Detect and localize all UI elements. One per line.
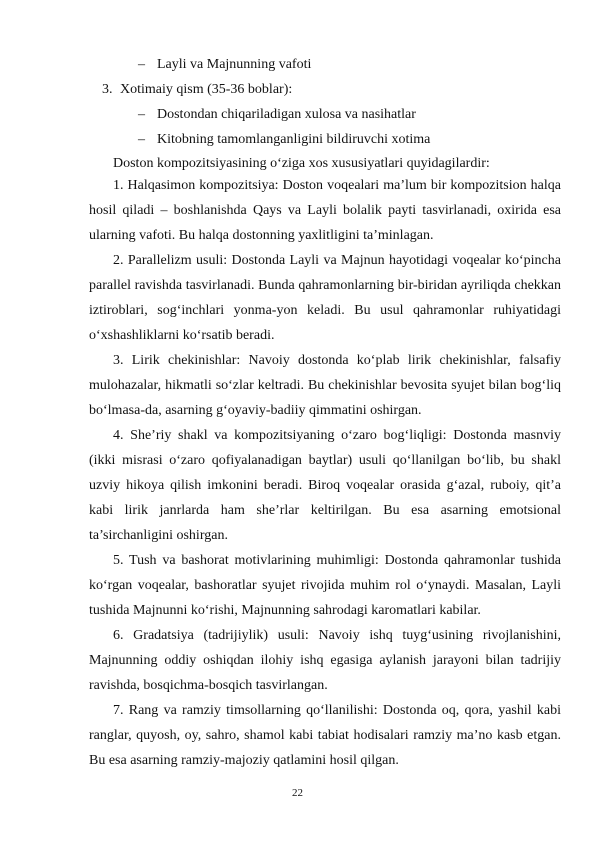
list-marker: –: [138, 132, 145, 147]
paragraph-7: 7. Rang va ramziy timsollarning qo‘llanilishi: Dostonda oq, qora, yashil kabi ranglar, quyosh, oy, sahro, shamol kabi tabiat hodisalari ramziy ma’no kasb etgan. Bu esa asarning ramziy-majoziy qatlamini hosil qilgan.: [89, 703, 561, 768]
list-marker: –: [138, 107, 145, 122]
paragraph-6: 6. Gradatsiya (tadrijiylik) usuli: Navoiy ishq tuyg‘usining rivojlanishini, Majnunning oddiy oshiqdan ilohiy ishq egasiga aylanish jarayoni bilan tadrijiy ravishda, bosqichma-bosqich tasvirlangan.: [89, 628, 561, 693]
paragraph-3: 3. Lirik chekinishlar: Navoiy dostonda ko‘plab lirik chekinishlar, falsafiy mulohazalar, hikmatli so‘zlar keltradi. Bu chekinishlar bevosita syujet bilan bog‘liq bo‘lmasa-da, asarning g‘oyaviy-badiiy qimmatini oshirgan.: [89, 353, 561, 418]
intro-text: Doston kompozitsiyasining o‘ziga xos xususiyatlari quyidagilardir:: [113, 156, 490, 171]
paragraph-4: 4. She’riy shakl va kompozitsiyaning o‘zaro bog‘liqligi: Dostonda masnviy (ikki misrasi o‘zaro qofiyalanadigan baytlar) usuli qo‘llanilgan bo‘lib, bu shakl uzviy hikoya qilish imkonini beradi. Biroq voqealar orasida g‘azal, ruboiy, qit’a kabi lirik janrlarda ham she’rlar keltirilgan. Bu esa asarning emotsional ta’sirchanligini oshirgan.: [89, 428, 561, 543]
list-item: Dostondan chiqariladigan xulosa va nasihatlar: [157, 107, 416, 122]
paragraph-2: 2. Parallelizm usuli: Dostonda Layli va Majnun hayotidagi voqealar ko‘pincha parallel ravishda tasvirlanadi. Bunda qahramonlarning bir-biridan ayriliqda chekkan iztiroblari, sog‘inchlari yonma-yon keladi. Bu usul qahramonlar ruhiyatidagi o‘xshashliklarni ko‘rsatib beradi.: [89, 253, 561, 343]
list-item: Kitobning tamomlanganligini bildiruvchi xotima: [157, 132, 431, 147]
list-item: Xotimaiy qism (35-36 boblar):: [120, 82, 293, 97]
page-number: 22: [292, 787, 303, 799]
paragraph-5: 5. Tush va bashorat motivlarining muhimligi: Dostonda qahramonlar tushida ko‘rgan voqealar, bashoratlar syujet rivojida muhim rol o‘ynaydi. Masalan, Layli tushida Majnunni ko‘rishi, Majnunning sahrodagi karomatlari kabilar.: [89, 553, 561, 618]
list-marker: –: [138, 57, 145, 72]
list-marker: 3.: [102, 82, 113, 97]
list-item: Layli va Majnunning vafoti: [157, 57, 312, 72]
paragraph-1: 1. Halqasimon kompozitsiya: Doston voqealari ma’lum bir kompozitsion halqa hosil qiladi – boshlanishda Qays va Layli bolalik payti tasvirlanadi, oxirida esa ularning vafoti. Bu halqa dostonning yaxlitligini ta’minlagan.: [89, 178, 561, 243]
